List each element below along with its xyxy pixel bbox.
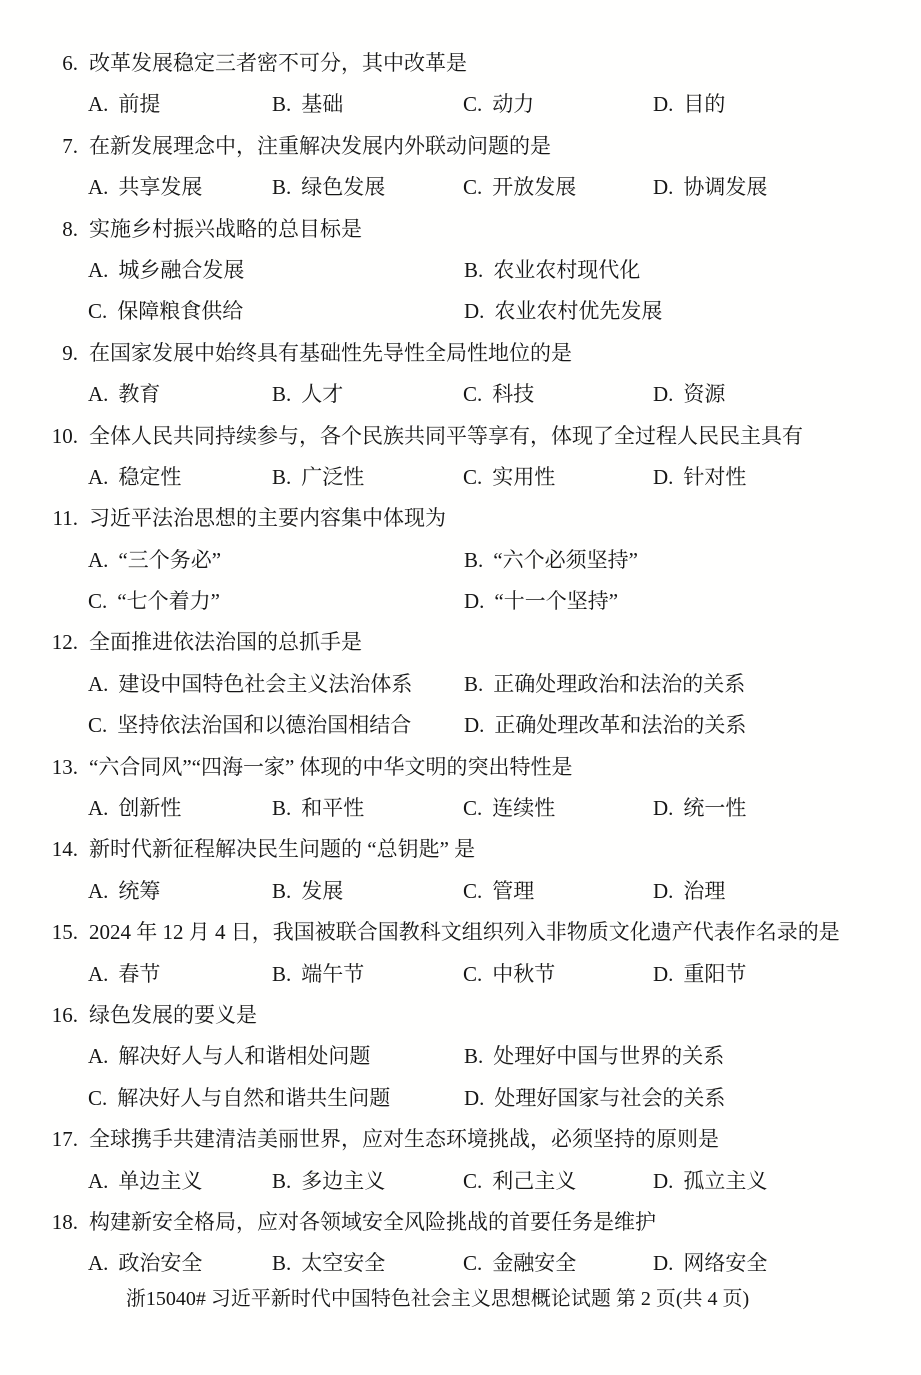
option-letter: C. [463,1251,483,1276]
option-a [88,374,272,415]
question-number: 10. [51,423,78,448]
option-text: 建设中国特色社会主义法治体系 [118,671,413,696]
option-b [464,250,640,291]
option-letter: D. [653,878,674,903]
question-text: 构建新安全格局，应对各领域安全风险挑战的首要任务是维护 [89,1209,656,1234]
option-text: 解决好人与人和谐相处问题 [118,1044,371,1069]
option-letter: A. [88,257,109,282]
option-text: 人才 [301,382,344,407]
question-text: 新时代新征程解决民生问题的 “总钥匙” 是 [89,837,476,862]
option-b [272,167,463,208]
option-letter: D. [653,382,674,407]
option-b [272,1161,463,1202]
question-10 [0,416,921,499]
options-row [0,1036,921,1077]
option-d [653,457,746,498]
option-text: 绿色发展 [301,175,386,200]
question-stem-row [0,995,921,1036]
options-row [0,1161,921,1202]
question-stem-row [0,209,921,250]
option-text: 中秋节 [492,961,556,986]
option-text: 实用性 [492,464,556,489]
question-stem-row [0,1202,921,1243]
option-text: 正确处理政治和法治的关系 [493,671,746,696]
options-row [0,250,921,291]
question-text: 实施乡村振兴战略的总目标是 [89,216,362,241]
option-c [88,705,464,746]
question-number: 17. [51,1127,78,1152]
option-text: 处理好国家与社会的关系 [494,1085,726,1110]
question-text: 2024 年 12 月 4 日，我国被联合国教科文组织列入非物质文化遗产代表作名录的是 [89,920,840,945]
question-12 [0,622,921,746]
option-text: 协调发展 [683,175,768,200]
option-text: 重阳节 [683,961,747,986]
option-text: 孤立主义 [683,1168,768,1193]
option-letter: B. [272,175,292,200]
question-number: 8. [62,216,78,241]
option-letter: B. [272,1168,292,1193]
option-c [463,871,653,912]
option-text: 金融安全 [492,1251,577,1276]
question-11 [0,498,921,622]
question-stem-row [0,126,921,167]
question-text: 习近平法治思想的主要内容集中体现为 [89,506,446,531]
question-6 [0,43,921,126]
option-text: 统一性 [683,796,747,821]
question-13 [0,747,921,830]
option-letter: D. [653,961,674,986]
option-letter: B. [272,382,292,407]
question-number: 13. [51,754,78,779]
option-text: 解决好人与自然和谐共生问题 [117,1085,391,1110]
options-row [0,664,921,705]
option-a [88,540,464,581]
option-letter: A. [88,671,109,696]
option-c [463,788,653,829]
question-stem-row [0,333,921,374]
question-number: 11. [52,506,78,531]
option-text: 单边主义 [118,1168,203,1193]
question-text: 全球携手共建清洁美丽世界，应对生态环境挑战，必须坚持的原则是 [89,1127,719,1152]
option-text: 网络安全 [683,1251,768,1276]
option-letter: D. [653,175,674,200]
option-letter: C. [88,299,108,324]
option-b [464,1036,724,1077]
option-c [88,581,464,622]
option-letter: C. [88,589,108,614]
option-letter: C. [463,382,483,407]
option-letter: B. [464,1044,484,1069]
option-d [653,84,725,125]
option-letter: A. [88,175,109,200]
option-text: 稳定性 [118,464,182,489]
option-a [88,954,272,995]
option-c [463,84,653,125]
option-text: 开放发展 [492,175,577,200]
option-text: 和平性 [301,796,365,821]
option-d [653,167,767,208]
question-stem-row [0,912,921,953]
option-text: 管理 [492,878,535,903]
option-text: 动力 [492,92,535,117]
option-text: “六个必须坚持” [493,547,638,572]
options-row [0,1078,921,1119]
options-row [0,457,921,498]
question-8 [0,209,921,333]
question-text: “六合同风”“四海一家” 体现的中华文明的突出特性是 [89,754,573,779]
option-letter: B. [464,257,484,282]
option-a [88,167,272,208]
options-row [0,581,921,622]
option-letter: B. [464,547,484,572]
option-text: 资源 [683,382,726,407]
option-text: 处理好中国与世界的关系 [493,1044,725,1069]
question-stem-row [0,622,921,663]
option-letter: B. [272,796,292,821]
option-letter: C. [463,92,483,117]
option-text: “三个务必” [118,547,222,572]
option-letter: B. [272,878,292,903]
option-letter: B. [272,1251,292,1276]
option-text: 春节 [118,961,161,986]
option-letter: C. [463,961,483,986]
option-a [88,457,272,498]
option-c [88,291,464,332]
option-letter: A. [88,1168,109,1193]
option-letter: D. [464,713,485,738]
question-stem-row [0,498,921,539]
question-16 [0,995,921,1119]
option-d [653,954,746,995]
question-stem-row [0,1119,921,1160]
option-letter: B. [272,92,292,117]
option-text: 城乡融合发展 [118,257,245,282]
option-letter: A. [88,796,109,821]
option-text: 治理 [683,878,726,903]
options-row [0,167,921,208]
page-footer: 浙15040# 习近平新时代中国特色社会主义思想概论试题 第 2 页(共 4 页) [125,1287,750,1310]
question-text: 在新发展理念中，注重解决发展内外联动问题的是 [89,133,551,158]
option-a [88,788,272,829]
option-b [272,374,463,415]
question-number: 9. [62,340,78,365]
option-text: 正确处理改革和法治的关系 [494,713,747,738]
option-d [653,374,725,415]
option-text: 农业农村优先发展 [494,299,663,324]
option-a [88,84,272,125]
option-text: 坚持依法治国和以德治国相结合 [117,713,412,738]
option-a [88,1161,272,1202]
option-b [464,540,638,581]
option-d [653,871,725,912]
option-text: 共享发展 [118,175,203,200]
question-text: 改革发展稳定三者密不可分，其中改革是 [89,51,467,75]
option-b [272,84,463,125]
question-17 [0,1119,921,1202]
option-c [463,457,653,498]
option-letter: A. [88,464,109,489]
option-a [88,664,464,705]
options-row [0,871,921,912]
options-row [0,84,921,125]
option-text: 保障粮食供给 [117,299,244,324]
option-d [464,1078,725,1119]
option-a [88,1036,464,1077]
question-9 [0,333,921,416]
question-number: 15. [51,920,78,945]
question-number: 6. [62,51,78,75]
option-text: 教育 [118,382,161,407]
option-text: 利己主义 [492,1168,577,1193]
option-letter: D. [653,1251,674,1276]
option-c [88,1078,464,1119]
option-text: 多边主义 [301,1168,386,1193]
option-letter: C. [463,796,483,821]
option-letter: D. [464,1085,485,1110]
option-text: 太空安全 [301,1251,386,1276]
question-text: 在国家发展中始终具有基础性先导性全局性地位的是 [89,340,572,365]
option-letter: D. [653,1168,674,1193]
option-letter: C. [463,175,483,200]
option-d [653,1161,767,1202]
option-letter: D. [653,796,674,821]
option-letter: C. [463,464,483,489]
option-text: 针对性 [683,464,747,489]
option-c [463,954,653,995]
option-letter: C. [463,878,483,903]
option-b [272,871,463,912]
question-7 [0,126,921,209]
option-b [272,954,463,995]
option-text: “十一个坚持” [494,589,619,614]
question-number: 16. [51,1002,78,1027]
option-text: “七个着力” [117,589,220,614]
option-text: 农业农村现代化 [493,257,641,282]
options-row [0,374,921,415]
option-letter: C. [88,713,108,738]
question-number: 7. [62,133,78,158]
option-text: 基础 [301,92,344,117]
option-letter: A. [88,1044,109,1069]
question-number: 14. [51,837,78,862]
option-letter: A. [88,1251,109,1276]
question-text: 全面推进依法治国的总抓手是 [89,630,362,655]
option-b [272,457,463,498]
option-letter: C. [463,1168,483,1193]
options-row [0,705,921,746]
question-15 [0,912,921,995]
option-c [463,1161,653,1202]
option-letter: D. [653,92,674,117]
option-letter: A. [88,92,109,117]
question-14 [0,829,921,912]
option-letter: A. [88,382,109,407]
option-text: 科技 [492,382,535,407]
option-d [464,705,746,746]
option-c [463,167,653,208]
question-number: 12. [51,630,78,655]
option-text: 统筹 [118,878,161,903]
question-18 [0,1202,921,1285]
option-letter: C. [88,1085,108,1110]
option-letter: A. [88,878,109,903]
option-letter: D. [464,299,485,324]
options-row [0,954,921,995]
option-b [272,788,463,829]
option-d [653,788,746,829]
option-a [88,250,464,291]
option-text: 连续性 [492,796,556,821]
option-text: 政治安全 [118,1251,203,1276]
option-text: 创新性 [118,796,182,821]
option-text: 目的 [683,92,726,117]
option-b [464,664,745,705]
option-letter: A. [88,961,109,986]
option-a [88,871,272,912]
option-letter: B. [464,671,484,696]
question-stem-row [0,747,921,788]
option-d [464,291,662,332]
option-c [463,374,653,415]
option-letter: D. [653,464,674,489]
option-letter: D. [464,589,485,614]
option-letter: A. [88,547,109,572]
option-text: 广泛性 [301,464,365,489]
question-text: 绿色发展的要义是 [89,1002,257,1027]
option-letter: B. [272,961,292,986]
question-stem-row [0,416,921,457]
option-text: 发展 [301,878,344,903]
options-row [0,788,921,829]
question-stem-row [0,43,921,84]
option-d [464,581,618,622]
options-row [0,540,921,581]
option-text: 前提 [118,92,161,117]
options-row [0,291,921,332]
option-text: 端午节 [301,961,365,986]
option-letter: B. [272,464,292,489]
question-number: 18. [51,1209,78,1234]
question-text: 全体人民共同持续参与，各个民族共同平等享有，体现了全过程人民民主具有 [89,423,803,448]
question-stem-row [0,829,921,870]
